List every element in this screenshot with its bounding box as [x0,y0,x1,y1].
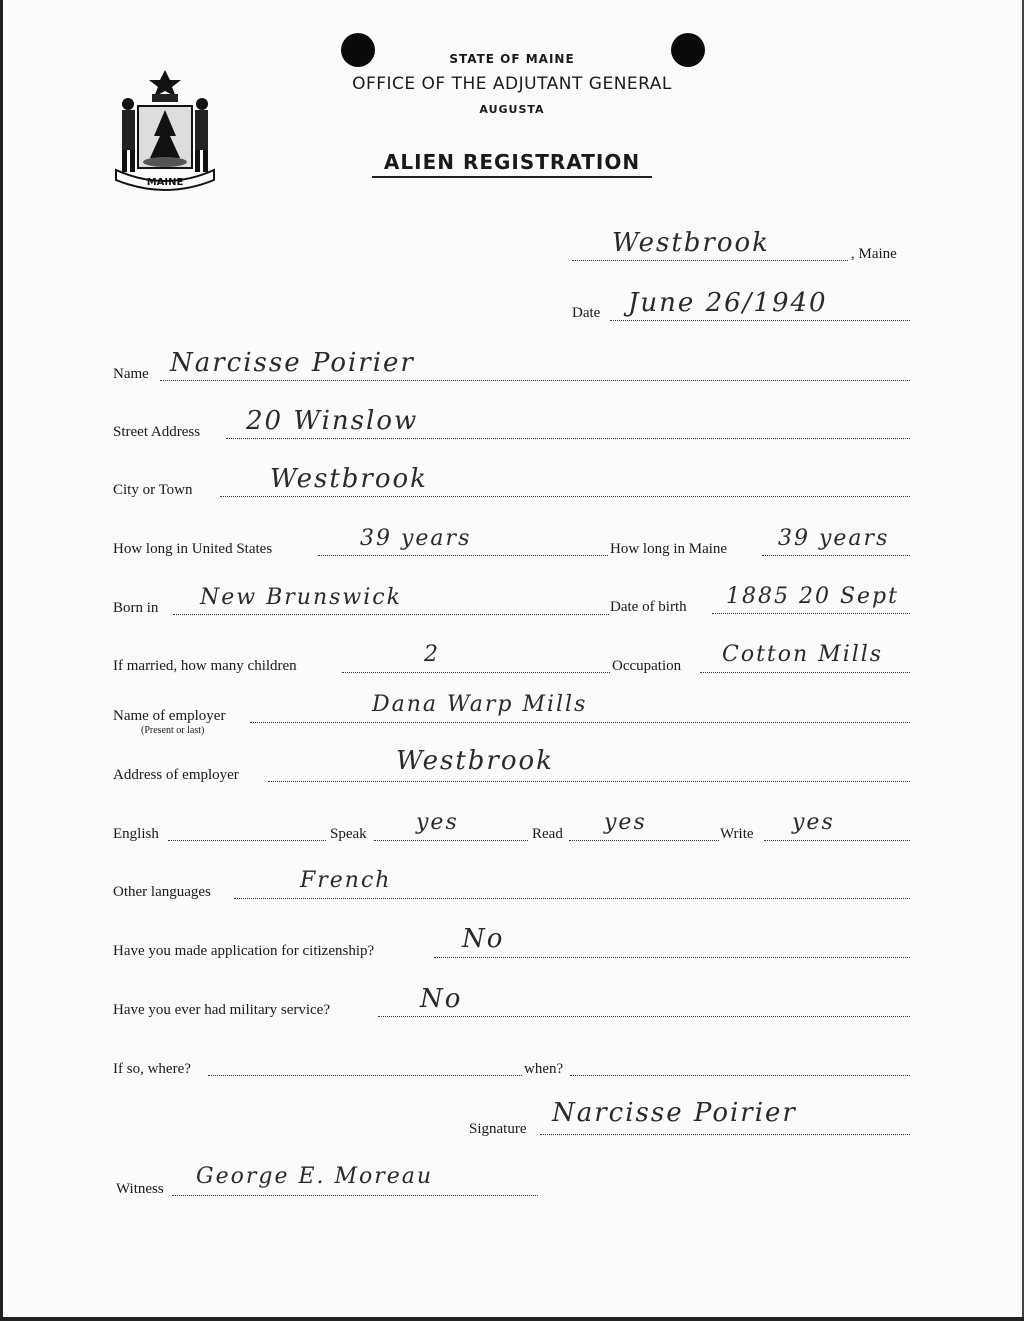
name-value: Narcisse Poirier [170,348,415,378]
city-heading: AUGUSTA [479,103,545,116]
military-line [378,1016,910,1017]
maine-duration-value: 39 years [778,526,890,551]
dob-label: Date of birth [610,599,687,615]
street-label: Street Address [113,424,201,440]
maine-suffix: , Maine [851,246,897,262]
employer-address-value: Westbrook [396,746,554,776]
dob-line [712,613,910,614]
write-value: yes [792,810,835,835]
birthplace-value: New Brunswick [200,585,402,610]
employer-sublabel: (Present or last) [141,725,205,736]
place-value: Westbrook [612,228,770,258]
other-languages-label: Other languages [113,884,211,900]
place-line [572,260,848,261]
read-line [569,840,719,841]
us-duration-value: 39 years [360,526,472,551]
scan-edge-left [0,0,3,1321]
signature-line [540,1134,910,1135]
date-value: June 26/1940 [628,288,828,318]
write-label: Write [720,826,754,842]
employer-label: Name of employer [113,708,226,724]
city-value: Westbrook [270,464,428,494]
when-line [570,1075,910,1076]
state-heading: STATE OF MAINE [449,52,575,66]
scan-edge-bottom [0,1317,1024,1321]
employer-address-line [268,781,910,782]
english-label: English [113,826,159,842]
witness-label: Witness [116,1181,164,1197]
city-label: City or Town [113,482,193,498]
read-value: yes [604,810,647,835]
military-value: No [420,984,463,1014]
witness-value: George E. Moreau [196,1164,434,1189]
witness-line [172,1195,538,1196]
maine-duration-line [762,555,910,556]
dob-value: 1885 20 Sept [726,584,899,609]
occupation-label: Occupation [612,658,682,674]
children-line [342,672,610,673]
children-value: 2 [424,642,440,667]
citizenship-label: Have you made application for citizenship? [113,943,375,959]
name-label: Name [113,366,149,382]
occupation-value: Cotton Mills [722,642,884,667]
date-label: Date [572,305,601,321]
date-line [610,320,910,321]
us-duration-label: How long in United States [113,541,273,557]
citizenship-value: No [462,924,505,954]
employer-address-label: Address of employer [113,767,239,783]
occupation-line [700,672,910,673]
street-value: 20 Winslow [246,406,419,436]
read-label: Read [532,826,563,842]
signature-label: Signature [469,1121,527,1137]
english-line [168,840,326,841]
street-line [226,438,910,439]
write-line [764,840,910,841]
office-heading: OFFICE OF THE ADJUTANT GENERAL [352,74,672,94]
speak-label: Speak [330,826,367,842]
employer-value: Dana Warp Mills [372,692,588,717]
form-title: ALIEN REGISTRATION [383,150,641,174]
us-duration-line [318,555,608,556]
other-languages-line [234,898,910,899]
speak-value: yes [416,810,459,835]
employer-line [250,722,910,723]
where-line [208,1075,522,1076]
birthplace-label: Born in [113,600,159,616]
maine-duration-label: How long in Maine [610,541,728,557]
name-line [160,380,910,381]
city-line [220,496,910,497]
military-label: Have you ever had military service? [113,1002,330,1018]
citizenship-line [434,957,910,958]
signature-value: Narcisse Poirier [552,1098,797,1128]
children-label: If married, how many children [113,658,297,674]
other-languages-value: French [300,868,392,893]
speak-line [374,840,528,841]
when-label: when? [524,1061,564,1077]
title-underline [372,176,652,178]
birthplace-line [173,614,609,615]
seal-motto: MAINE [146,177,184,188]
where-label: If so, where? [113,1061,191,1077]
